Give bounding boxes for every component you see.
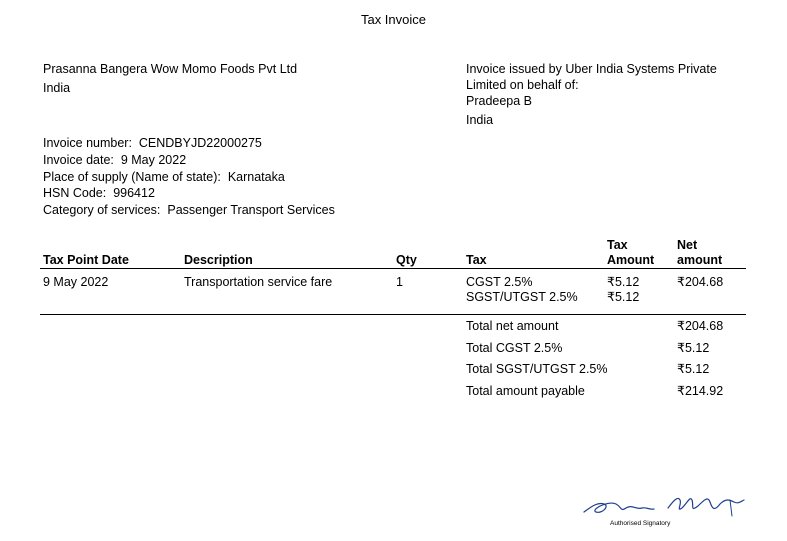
total-cgst-value: ₹5.12 <box>677 341 710 355</box>
header-net-amount-line-2: amount <box>677 253 723 267</box>
seller-name: Prasanna Bangera Wow Momo Foods Pvt Ltd <box>43 62 298 76</box>
total-sgst-value: ₹5.12 <box>677 362 710 376</box>
hsn-code-row <box>43 185 155 202</box>
total-payable-label: Total amount payable <box>466 384 585 398</box>
row-date: 9 May 2022 <box>43 275 109 289</box>
invoice-number-label: Invoice number: <box>43 136 132 150</box>
issuer-line-1: Invoice issued by Uber India Systems Private <box>466 62 717 76</box>
place-of-supply-row <box>43 169 285 186</box>
total-payable-value: ₹214.92 <box>677 384 724 398</box>
header-tax-amount-line-1: Tax <box>607 238 628 252</box>
issuer-name: Pradeepa B <box>466 94 533 108</box>
total-net-amount-label: Total net amount <box>466 319 559 333</box>
category-value: Passenger Transport Services <box>167 203 335 217</box>
row-tax-cgst: CGST 2.5% <box>466 275 533 289</box>
invoice-number-row <box>43 135 262 152</box>
header-qty: Qty <box>396 253 417 267</box>
row-tax-sgst: SGST/UTGST 2.5% <box>466 290 578 304</box>
row-tax-amount-cgst: ₹5.12 <box>607 275 640 289</box>
category-row <box>43 202 335 219</box>
header-tax-point-date: Tax Point Date <box>43 253 129 267</box>
row-divider <box>40 314 746 315</box>
invoice-date-value: 9 May 2022 <box>120 153 187 167</box>
category-label: Category of services: <box>43 203 161 217</box>
row-qty: 1 <box>396 275 403 289</box>
place-of-supply-value: Karnataka <box>227 170 285 184</box>
header-description: Description <box>184 253 253 267</box>
invoice-date-row <box>43 152 186 169</box>
total-net-amount-value: ₹204.68 <box>677 319 724 333</box>
header-tax: Tax <box>466 253 487 267</box>
total-sgst-label: Total SGST/UTGST 2.5% <box>466 362 608 376</box>
signature-scribble <box>580 490 750 520</box>
page-title: Tax Invoice <box>360 12 427 27</box>
header-divider <box>40 268 746 269</box>
invoice-number-value: CENDBYJD22000275 <box>138 136 262 150</box>
header-net-amount-line-1: Net <box>677 238 698 252</box>
seller-country: India <box>43 81 71 95</box>
issuer-country: India <box>466 113 494 127</box>
issuer-line-2: Limited on behalf of: <box>466 78 579 92</box>
signature-label: Authorised Signatory <box>610 520 671 527</box>
row-net-amount: ₹204.68 <box>677 275 724 289</box>
total-cgst-label: Total CGST 2.5% <box>466 341 563 355</box>
row-tax-amount-sgst: ₹5.12 <box>607 290 640 304</box>
invoice-date-label: Invoice date: <box>43 153 114 167</box>
hsn-code-value: 996412 <box>113 186 155 200</box>
row-description: Transportation service fare <box>184 275 333 289</box>
header-tax-amount-line-2: Amount <box>607 253 655 267</box>
hsn-code-label: HSN Code: <box>43 186 107 200</box>
place-of-supply-label: Place of supply (Name of state): <box>43 170 221 184</box>
